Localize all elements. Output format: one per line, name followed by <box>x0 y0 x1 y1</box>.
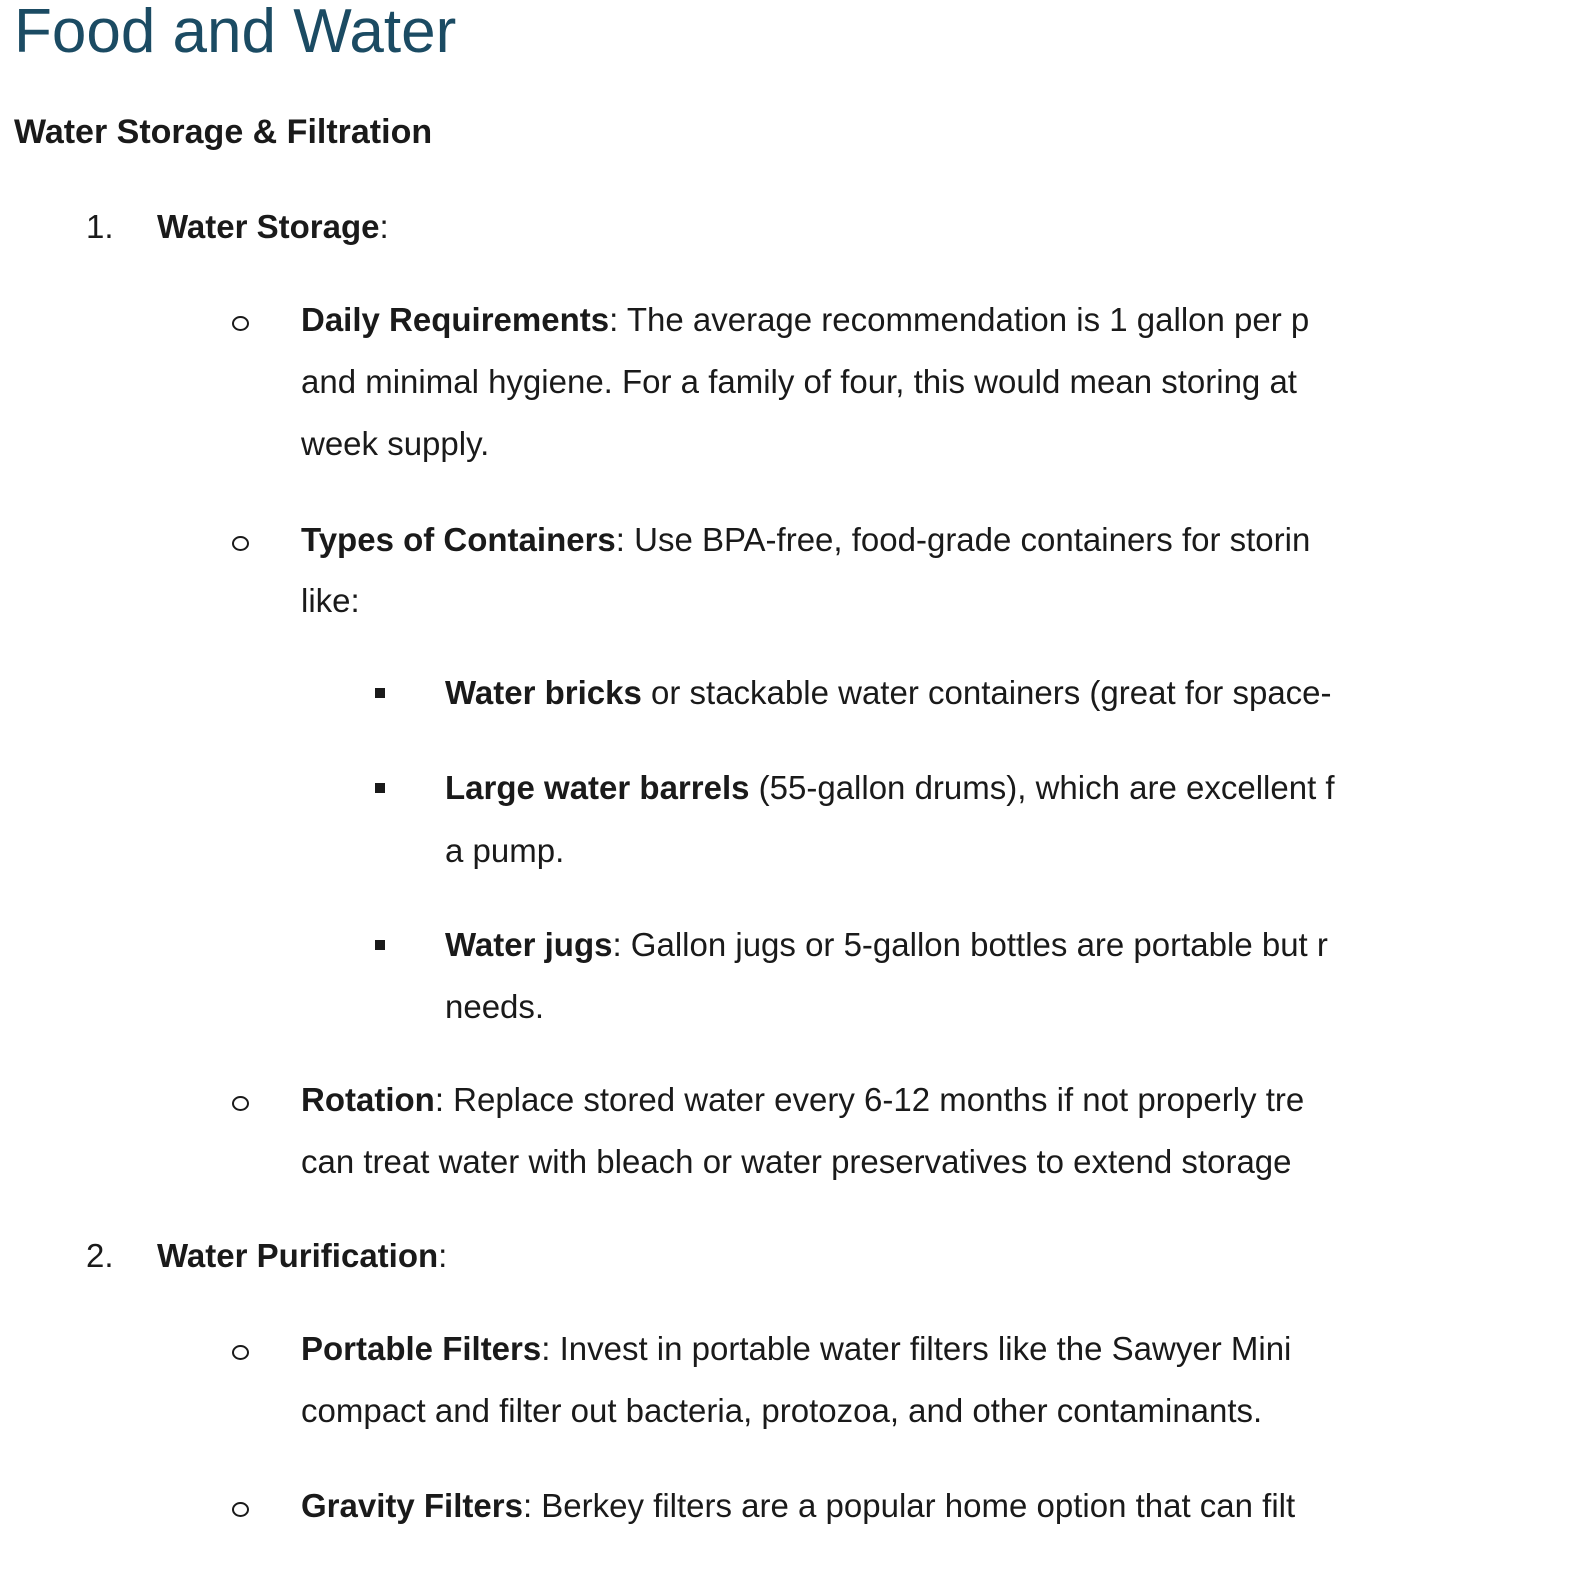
item-text-line: like: <box>301 582 360 619</box>
list-item-portable-filters <box>301 1327 1291 1371</box>
square-bullet-icon <box>375 940 385 950</box>
item-text: : Replace stored water every 6-12 months if not properly tre <box>434 1081 1305 1118</box>
list-number: 2. <box>86 1237 114 1274</box>
item-text-line: a pump. <box>445 832 565 869</box>
list-item-types-of-containers <box>301 518 1310 562</box>
item-label: Types of Containers <box>301 521 616 558</box>
page-heading: Food and Water <box>14 0 457 66</box>
list-heading-title: Water Storage <box>157 208 380 245</box>
list-item-rotation <box>301 1078 1304 1122</box>
item-text-line: can treat water with bleach or water preservatives to extend storage <box>301 1143 1292 1180</box>
list-item-gravity-filters <box>301 1484 1295 1528</box>
item-text-line: compact and filter out bacteria, protozoa, and other contaminants. <box>301 1392 1263 1429</box>
circle-bullet-icon <box>232 1502 249 1517</box>
item-text-line: week supply. <box>301 425 490 462</box>
list-item-large-water-barrels <box>445 766 1335 810</box>
item-text: or stackable water containers (great for space- <box>641 674 1332 711</box>
item-label: Daily Requirements <box>301 301 610 338</box>
list-heading-water-purification <box>157 1234 447 1278</box>
circle-bullet-icon <box>232 1096 249 1111</box>
list-item-water-jugs <box>445 923 1328 967</box>
item-text: (55-gallon drums), which are excellent f <box>749 769 1335 806</box>
circle-bullet-icon <box>232 316 249 331</box>
circle-bullet-icon <box>232 536 249 551</box>
square-bullet-icon <box>375 783 385 793</box>
list-heading-title: Water Purification <box>157 1237 439 1274</box>
item-label: Portable Filters <box>301 1330 542 1367</box>
list-number: 1. <box>86 208 114 245</box>
item-text-line: needs. <box>445 988 545 1025</box>
item-text: : The average recommendation is 1 gallon per p <box>609 301 1310 338</box>
item-text: : Invest in portable water filters like the Sawyer Mini <box>541 1330 1292 1367</box>
item-text: : Use BPA-free, food-grade containers for storin <box>615 521 1311 558</box>
square-bullet-icon <box>375 688 385 698</box>
colon: : <box>379 208 389 245</box>
circle-bullet-icon <box>232 1345 249 1360</box>
item-label: Water bricks <box>445 674 642 711</box>
item-label: Water jugs <box>445 926 613 963</box>
list-heading-water-storage <box>157 205 389 249</box>
item-label: Gravity Filters <box>301 1487 523 1524</box>
colon: : <box>438 1237 448 1274</box>
item-label: Rotation <box>301 1081 435 1118</box>
list-item-water-bricks <box>445 671 1332 715</box>
item-text: : Gallon jugs or 5-gallon bottles are portable but r <box>612 926 1328 963</box>
item-text-line: and minimal hygiene. For a family of four, this would mean storing at <box>301 363 1297 400</box>
item-text: : Berkey filters are a popular home option that can filt <box>522 1487 1296 1524</box>
list-item-daily-requirements <box>301 298 1309 342</box>
section-subheading: Water Storage & Filtration <box>14 113 433 151</box>
item-label: Large water barrels <box>445 769 750 806</box>
